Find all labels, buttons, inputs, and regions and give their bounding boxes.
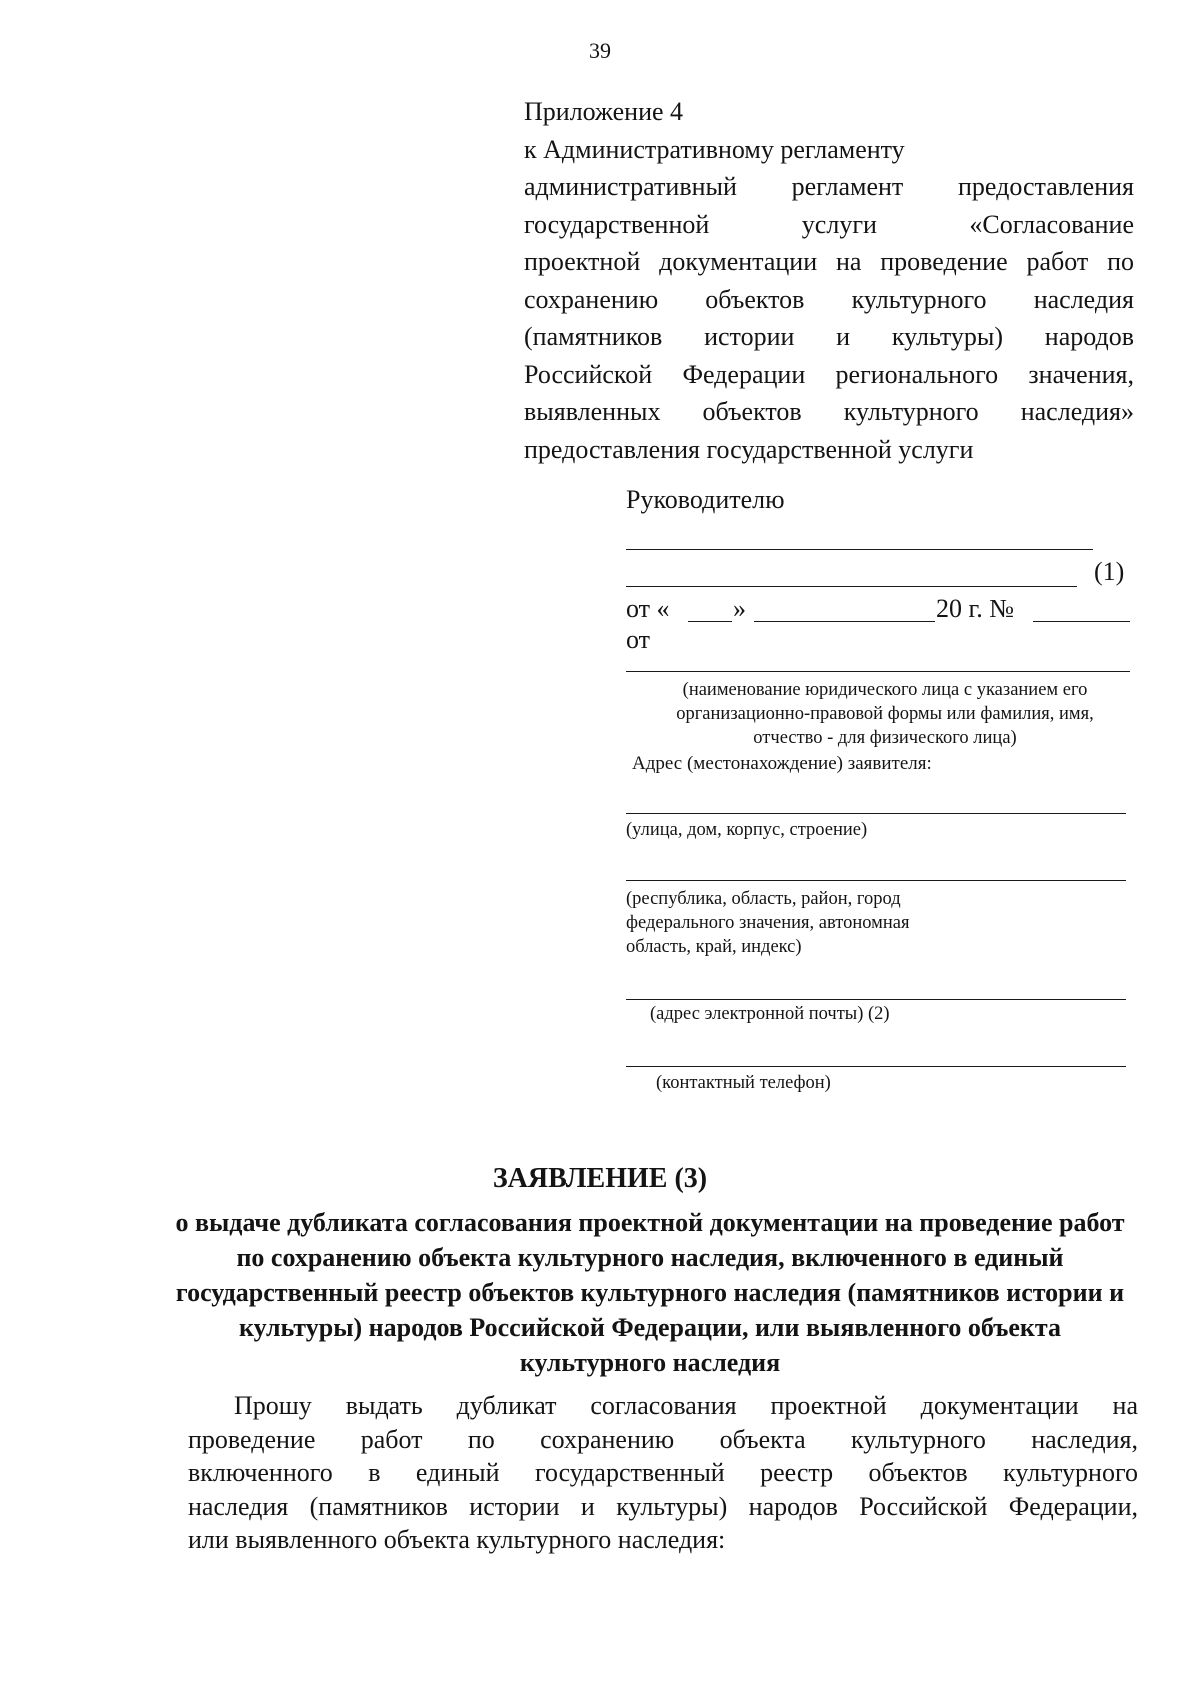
body-line: включенного в единый государственный реестр объектов культурного	[188, 1458, 1138, 1487]
appendix-line: Российской Федерации регионального значения,	[524, 359, 1134, 389]
appendix-line: государственной услуги «Согласование	[524, 209, 1134, 239]
applicant-name-line	[626, 671, 1130, 672]
region-caption: (республика, область, район, город федерального значения, автономная область, край, индекс)	[626, 889, 910, 957]
statement-subtitle: о выдаче дубликата согласования проектной документации на проведение работ по сохранению объекта культурного наследия, включенного в единый государственный реестр объектов культурного наследия (памятников истории и культуры) народов Российской Федерации, или выявленного объекта культурного наследия	[175, 1208, 1125, 1377]
recipient-line-2	[626, 586, 1077, 587]
street-caption: (улица, дом, корпус, строение)	[626, 820, 868, 840]
body-line: Прошу выдать дубликат согласования проектной документации на	[234, 1391, 1138, 1420]
email-line	[626, 999, 1126, 1000]
addressee-to: Руководителю	[626, 485, 785, 514]
appendix-line: выявленных объектов культурного наследия»	[524, 397, 1134, 426]
footnote-1: (1)	[1094, 557, 1125, 586]
recipient-line-1	[626, 549, 1093, 550]
phone-caption: (контактный телефон)	[656, 1073, 831, 1093]
appendix-line: предоставления государственной услуги	[524, 434, 974, 464]
appendix-header	[524, 93, 1134, 468]
page-number: 39	[589, 38, 611, 63]
appendix-line: проектной документации на проведение работ по	[524, 247, 1134, 276]
date-quote-close: »	[733, 594, 746, 623]
from-label: от	[626, 625, 651, 654]
statement-title: ЗАЯВЛЕНИЕ (3)	[492, 1163, 708, 1194]
number-blank	[1033, 621, 1130, 622]
body-line: проведение работ по сохранению объекта культурного наследия,	[188, 1424, 1138, 1454]
applicant-caption: (наименование юридического лица с указанием его организационно-правовой формы или фамилия, имя, отчество - для физического лица)	[676, 680, 1094, 748]
street-line	[626, 813, 1126, 814]
statement-body	[188, 1389, 1138, 1557]
email-caption: (адрес электронной почты) (2)	[650, 1004, 890, 1024]
appendix-line: к Административному регламенту	[524, 134, 905, 164]
body-line: или выявленного объекта культурного наследия:	[188, 1525, 726, 1554]
address-label: Адрес (местонахождение) заявителя:	[632, 753, 932, 774]
appendix-line: сохранению объектов культурного наследия	[524, 284, 1134, 314]
date-month-blank	[754, 621, 935, 622]
date-year-label: 20 г. №	[936, 594, 1015, 623]
date-day-blank	[688, 621, 732, 622]
appendix-line: (памятников истории и культуры) народов	[524, 322, 1134, 351]
region-line	[626, 880, 1126, 881]
appendix-line: Приложение 4	[524, 97, 684, 126]
date-from-label: от «	[626, 594, 670, 623]
phone-line	[626, 1066, 1126, 1067]
appendix-line: административный регламент предоставления	[524, 172, 1134, 201]
body-line: наследия (памятников истории и культуры) народов Российской Федерации,	[188, 1491, 1138, 1521]
